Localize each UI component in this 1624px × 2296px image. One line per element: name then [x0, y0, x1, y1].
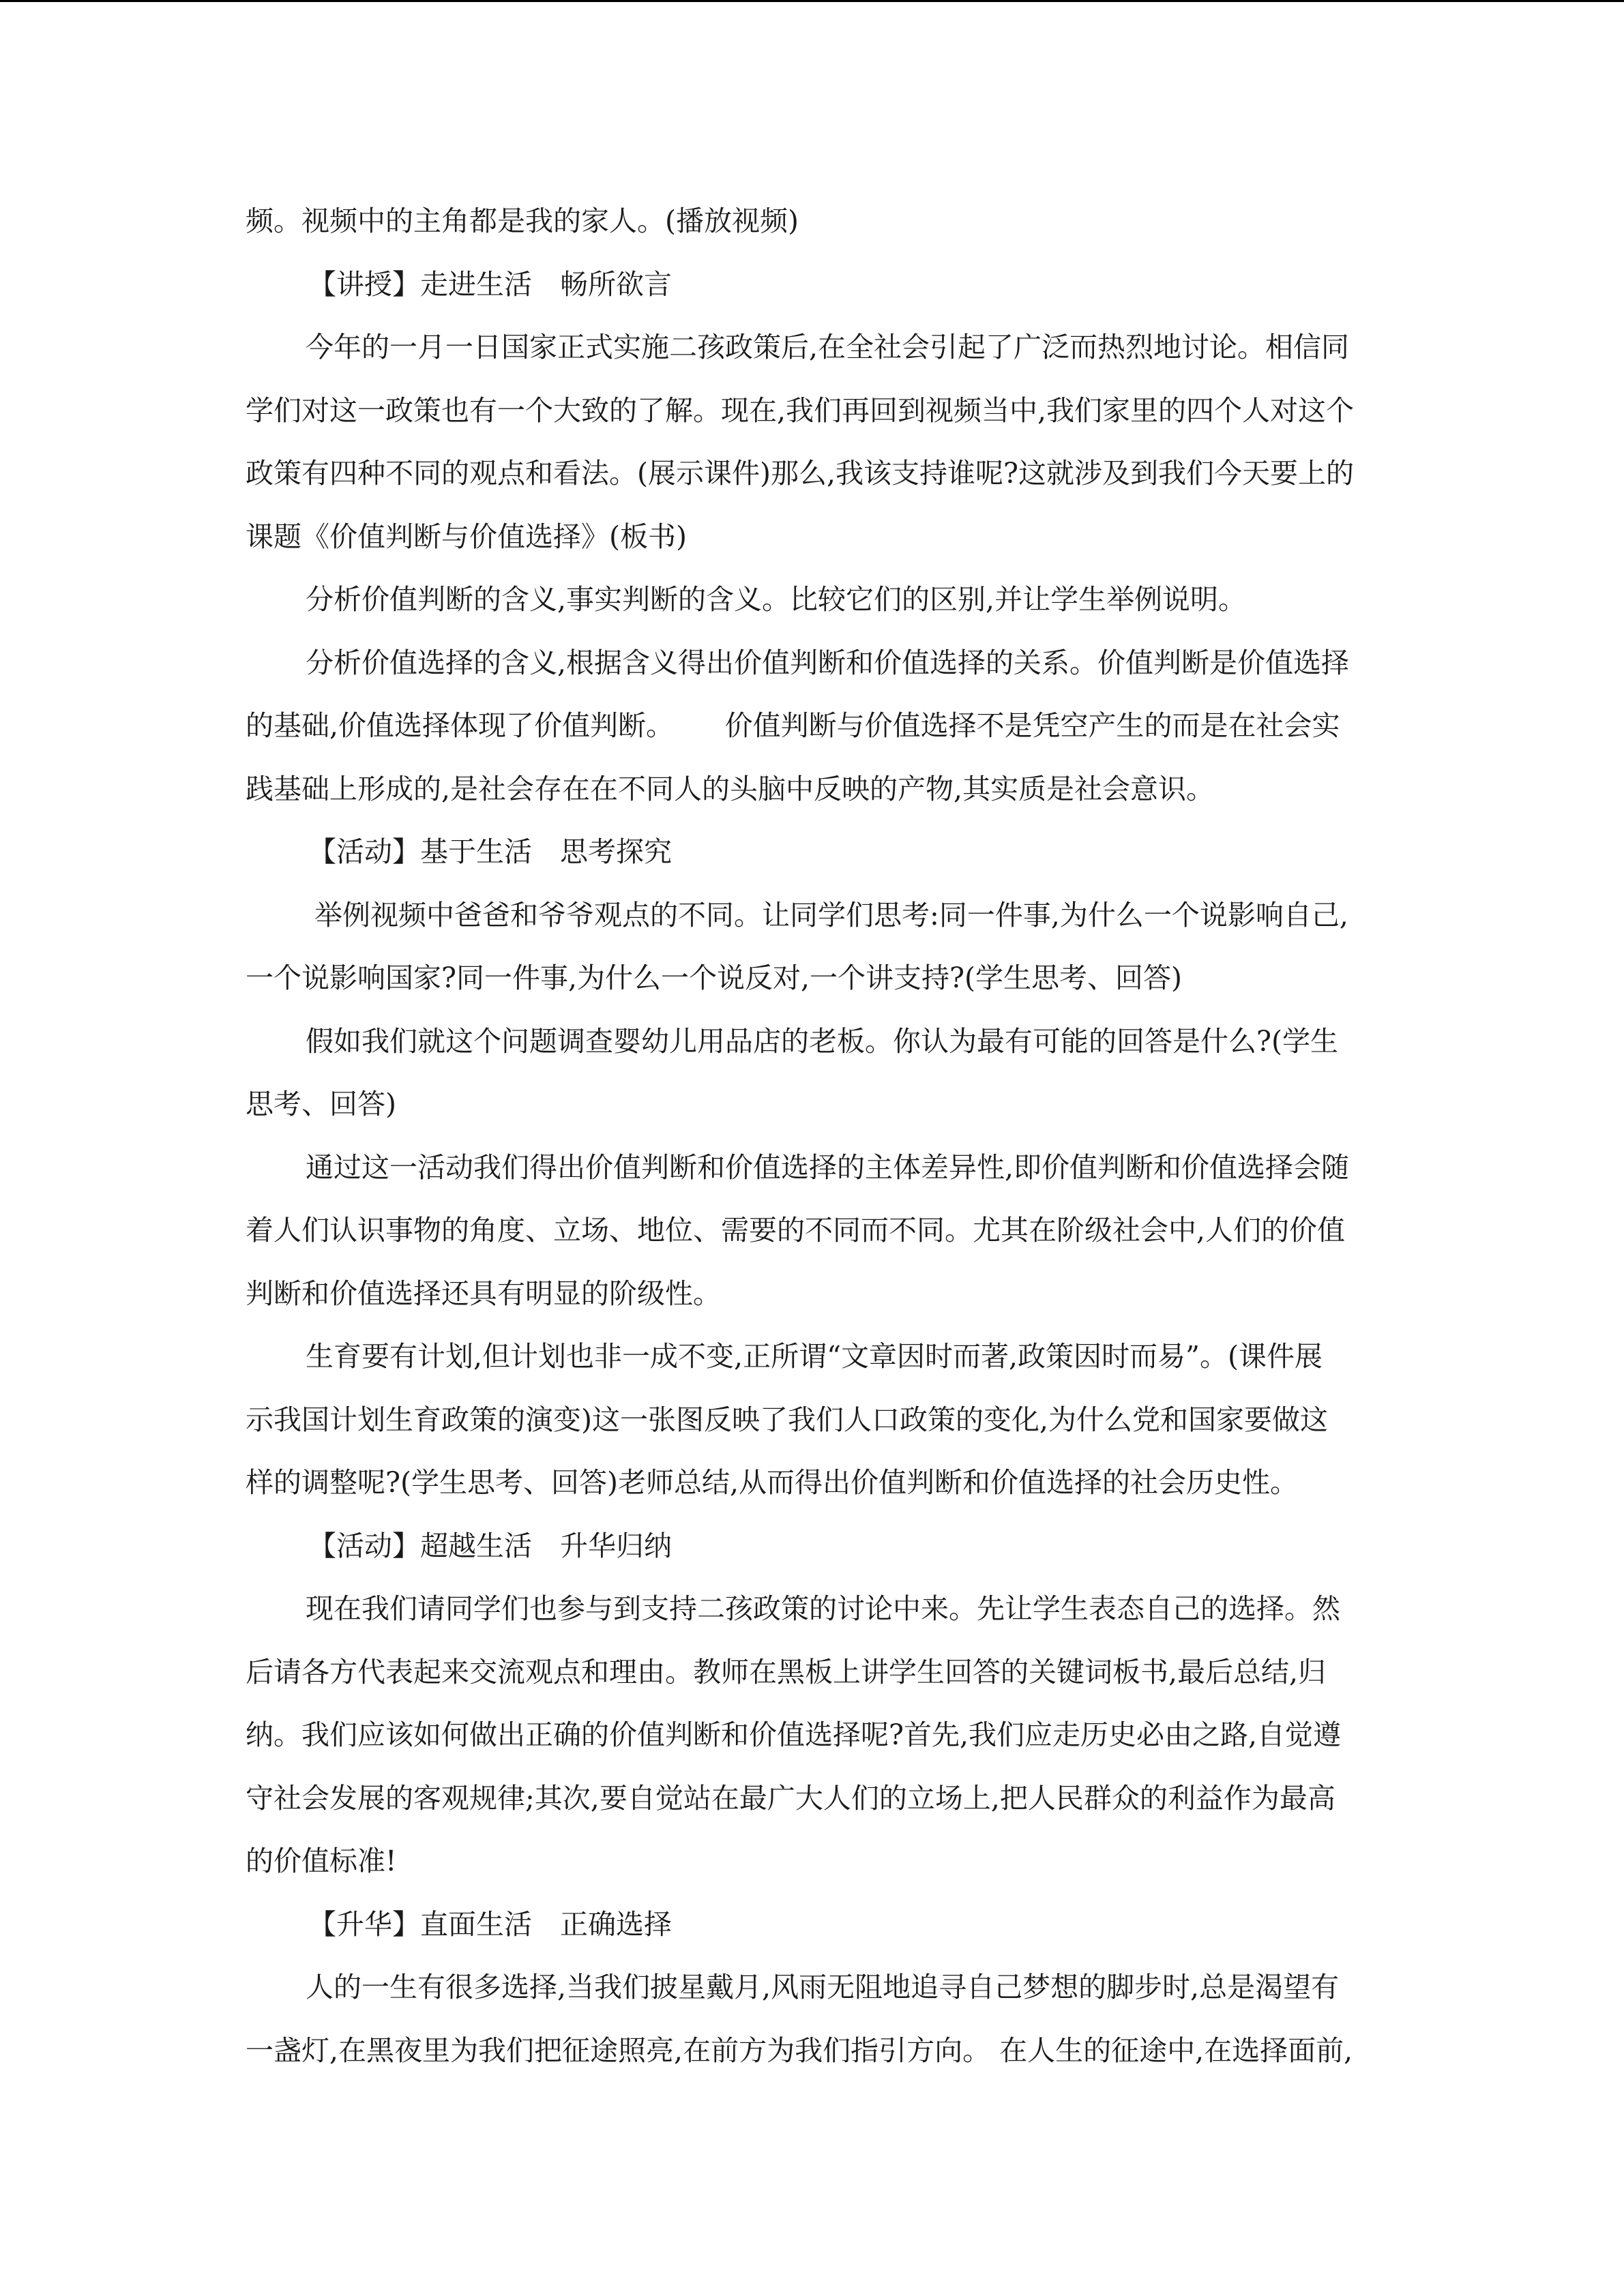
paragraph: [246, 568, 1385, 631]
text-line: 一个说影响国家?同一件事,为什么一个说反对,一个讲支持?(学生思考、回答): [246, 961, 1183, 994]
document-page: [246, 190, 1385, 2082]
text-line: 【活动】超越生活 升华归纳: [308, 1529, 672, 1562]
section-heading: [246, 253, 1385, 316]
text-line: 判断和价值选择还具有明显的阶级性。: [246, 1277, 721, 1310]
paragraph: [246, 316, 1385, 568]
section-heading: [246, 1515, 1385, 1578]
text-line: 后请各方代表起来交流观点和理由。教师在黑板上讲学生回答的关键词板书,最后总结,归: [246, 1655, 1327, 1688]
text-line: 人的一生有很多选择,当我们披星戴月,风雨无阻地追寻自己梦想的脚步时,总是渴望有: [306, 1971, 1340, 2003]
text-line: 思考、回答): [246, 1088, 396, 1120]
text-line: 示我国计划生育政策的演变)这一张图反映了我们人口政策的变化,为什么党和国家要做这: [246, 1403, 1329, 1436]
text-line: 通过这一活动我们得出价值判断和价值选择的主体差异性,即价值判断和价值选择会随: [306, 1150, 1350, 1184]
paragraph: [246, 1136, 1385, 1326]
text-line: 分析价值选择的含义,根据含义得出价值判断和价值选择的关系。价值判断是价值选择: [306, 646, 1350, 679]
paragraph: [246, 884, 1385, 1010]
paragraph: [246, 631, 1385, 821]
text-line: 的价值标准!: [246, 1845, 397, 1877]
text-line: 【讲授】走进生活 畅所欲言: [308, 267, 672, 301]
paragraph: [246, 1010, 1385, 1136]
text-line: 【升华】直面生活 正确选择: [308, 1907, 672, 1941]
text-line: 学们对这一政策也有一个大致的了解。现在,我们再回到视频当中,我们家里的四个人对这个: [246, 393, 1355, 427]
text-line: 今年的一月一日国家正式实施二孩政策后,在全社会引起了广泛而热烈地讨论。相信同: [306, 331, 1350, 363]
text-line: 践基础上形成的,是社会存在在不同人的头脑中反映的产物,其实质是社会意识。: [246, 772, 1215, 805]
section-heading: [246, 820, 1385, 884]
text-line: 假如我们就这个问题调查婴幼儿用品店的老板。你认为最有可能的回答是什么?(学生: [306, 1024, 1338, 1058]
text-line: 着人们认识事物的角度、立场、地位、需要的不同而不同。尤其在阶级社会中,人们的价值: [246, 1214, 1346, 1247]
text-line: 频。视频中的主角都是我的家人。(播放视频): [246, 205, 799, 237]
document-body: [246, 190, 1385, 2082]
paragraph: [246, 1577, 1385, 1893]
text-line: 分析价值判断的含义,事实判断的含义。比较它们的区别,并让学生举例说明。: [306, 583, 1247, 616]
section-heading: [246, 1893, 1385, 1956]
text-line: 生育要有计划,但计划也非一成不变,正所谓“文章因时而著,政策因时而易”。(课件展: [306, 1340, 1323, 1373]
page-top-border: [0, 0, 1624, 2]
text-line: 政策有四种不同的观点和看法。(展示课件)那么,我该支持谁呢?这就涉及到我们今天要上的: [246, 457, 1355, 490]
text-line: 【活动】基于生活 思考探究: [308, 835, 672, 868]
paragraph: [246, 1325, 1385, 1515]
text-line: 一盏灯,在黑夜里为我们把征途照亮,在前方为我们指引方向。 在人生的征途中,在选择面前,: [246, 2033, 1353, 2067]
text-line: 课题《价值判断与价值选择》(板书): [246, 520, 687, 553]
text-line: 纳。我们应该如何做出正确的价值判断和价值选择呢?首先,我们应走历史必由之路,自觉遵: [246, 1718, 1342, 1751]
text-line: 举例视频中爸爸和爷爷观点的不同。让同学们思考:同一件事,为什么一个说影响自己,: [306, 898, 1348, 931]
text-line: 守社会发展的客观规律;其次,要自觉站在最广大人们的立场上,把人民群众的利益作为最高: [246, 1781, 1335, 1815]
paragraph: [246, 190, 1385, 253]
text-line: 样的调整呢?(学生思考、回答)老师总结,从而得出价值判断和价值选择的社会历史性。: [246, 1466, 1299, 1499]
text-line: 现在我们请同学们也参与到支持二孩政策的讨论中来。先让学生表态自己的选择。然: [306, 1592, 1340, 1625]
paragraph: [246, 1956, 1385, 2082]
text-line: 的基础,价值选择体现了价值判断。 价值判断与价值选择不是凭空产生的而是在社会实: [246, 709, 1340, 742]
